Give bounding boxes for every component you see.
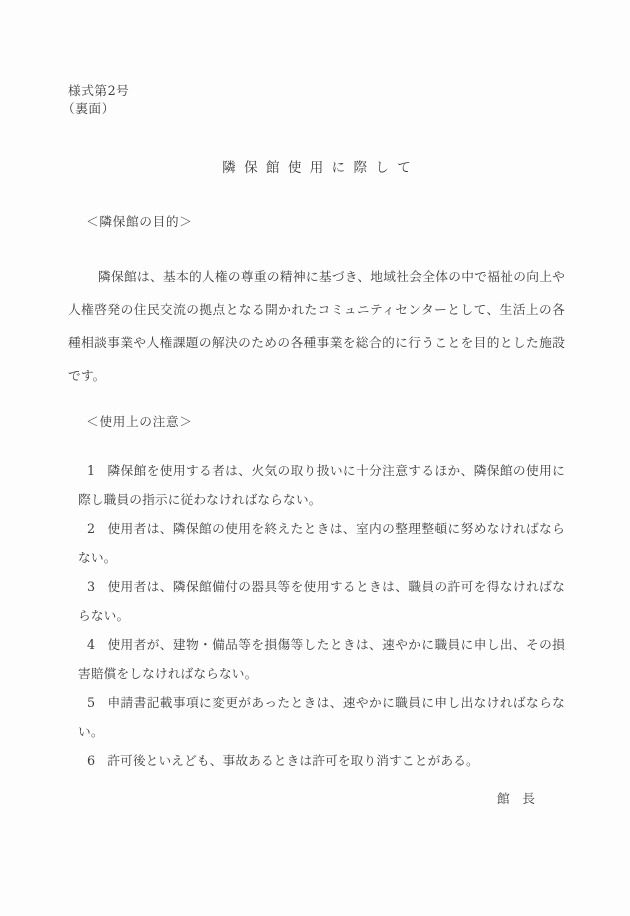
usage-note-item-1 <box>78 456 565 514</box>
note-text: 許可後といえども、事故あるときは許可を取り消すことがある。 <box>107 753 479 768</box>
director-signature-label: 館 長 <box>496 791 535 806</box>
usage-note-item-4 <box>78 630 565 688</box>
note-text: 申請書記載事項に変更があったときは、速やかに職員に申し出なければならない。 <box>78 695 565 739</box>
note-number: 2 <box>87 521 96 536</box>
back-side-label: （裏面） <box>62 101 115 116</box>
note-text: 隣保館を使用する者は、火気の取り扱いに十分注意するほか、隣保館の使用に際し職員の指示に従わなければならない。 <box>78 463 565 507</box>
note-number: 4 <box>87 637 96 652</box>
note-number: 3 <box>87 579 96 594</box>
note-number: 6 <box>87 753 96 768</box>
usage-note-item-3 <box>78 572 565 630</box>
note-text: 使用者が、建物・備品等を損傷等したときは、速やかに職員に申し出、その損害賠償をしなければならない。 <box>78 637 565 681</box>
note-number: 1 <box>87 463 96 478</box>
form-number-label: 様式第2号 <box>68 83 130 98</box>
usage-note-item-2 <box>78 514 565 572</box>
purpose-paragraph: 隣保館は、基本的人権の尊重の精神に基づき、地域社会全体の中で福祉の向上や人権啓発の住民交流の拠点となる開かれたコミュニティセンターとして、生活上の各種相談事業や人権課題の解決のための各種事業を総合的に行うことを目的とした施設です。 <box>68 269 565 383</box>
note-text: 使用者は、隣保館備付の器具等を使用するときは、職員の許可を得なければならない。 <box>78 579 565 623</box>
purpose-section-heading: ＜隣保館の目的＞ <box>86 214 193 229</box>
usage-notes-section-heading: ＜使用上の注意＞ <box>86 414 193 429</box>
usage-notes-list <box>68 456 565 775</box>
note-text: 使用者は、隣保館の使用を終えたときは、室内の整理整頓に努めなければならない。 <box>78 521 565 565</box>
usage-note-item-5 <box>78 688 565 746</box>
document-title: 隣保館使用に際して <box>222 160 420 176</box>
note-number: 5 <box>87 695 96 710</box>
usage-note-item-6 <box>78 746 565 775</box>
